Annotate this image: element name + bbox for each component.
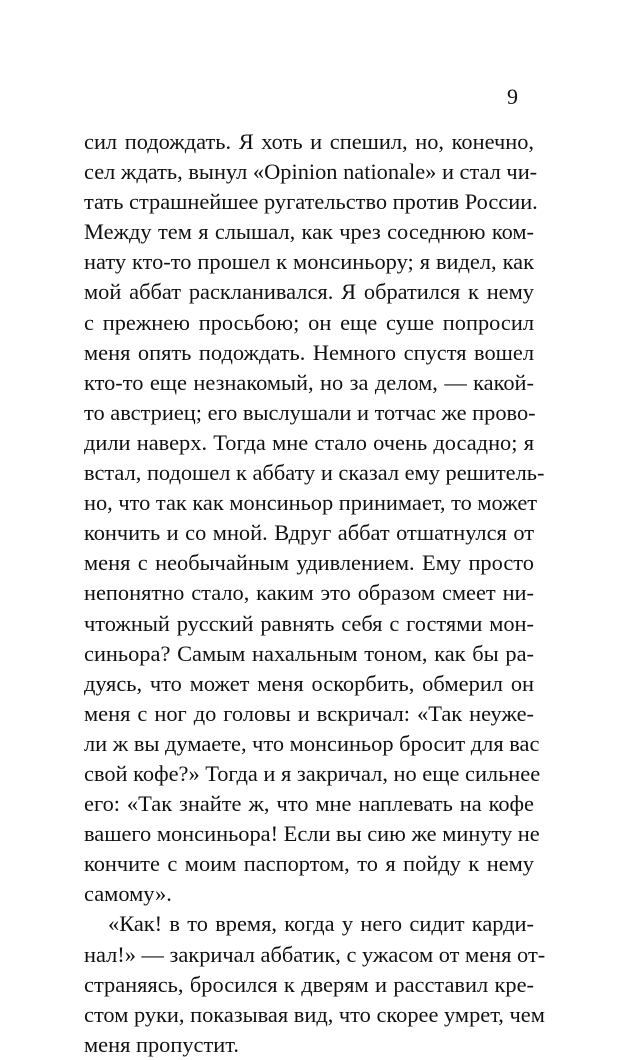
text-line: нату кто-то прошел к монсиньору; я видел, как xyxy=(84,249,534,275)
text-line: с прежнею просьбою; он еще суше попросил xyxy=(84,309,534,335)
text-line: чтожный русский равнять себя с гостями мон- xyxy=(84,610,534,636)
text-line: синьора? Самым нахальным тоном, как бы ра- xyxy=(84,640,534,666)
text-line: самому». xyxy=(84,881,172,907)
paragraph xyxy=(84,127,545,909)
text-line: дуясь, что может меня оскорбить, обмерил он xyxy=(84,670,534,696)
text-line: вашего монсиньора! Если вы сию же минуту не xyxy=(84,821,540,847)
text-line: меня пропустит. xyxy=(84,1031,239,1057)
text-line: тать страшнейшее ругательство против России. xyxy=(84,189,538,215)
text-line: меня опять подождать. Немного спустя вошел xyxy=(84,339,534,365)
text-line: «Как! в то время, когда у него сидит карди- xyxy=(108,911,534,937)
paragraph xyxy=(84,909,546,1059)
text-line: нал!» — закричал аббатик, с ужасом от меня от- xyxy=(84,941,546,967)
text-line: дили наверх. Тогда мне стало очень досадно; я xyxy=(84,429,534,455)
text-line: стом руки, показывая вид, что скорее умрет, чем xyxy=(84,1001,545,1027)
text-line: кончите с моим паспортом, то я пойду к нему xyxy=(84,851,534,877)
text-line: встал, подошел к аббату и сказал ему решитель- xyxy=(84,460,545,486)
text-line: непонятно стало, каким это образом смеет ни- xyxy=(84,580,534,606)
text-line: сил подождать. Я хоть и спешил, но, конечно, xyxy=(84,129,534,154)
text-line: кончить и со мной. Вдруг аббат отшатнулся от xyxy=(84,520,534,546)
text-line: меня с ног до головы и вскричал: «Так неуже- xyxy=(84,700,534,726)
text-line: Между тем я слышал, как чрез соседнюю ком- xyxy=(84,219,534,245)
text-line: мой аббат раскланивался. Я обратился к нему xyxy=(84,279,534,305)
text-line: то австриец; его выслушали и тотчас же прово- xyxy=(84,399,536,425)
text-line: страняясь, бросился к дверям и расставил кре- xyxy=(84,971,534,997)
body-text xyxy=(84,127,546,1060)
text-line: свой кофе?» Тогда и я закричал, но еще сильнее xyxy=(84,760,541,786)
text-line: но, что так как монсиньор принимает, то может xyxy=(84,490,538,516)
text-line: меня с необычайным удивлением. Ему просто xyxy=(84,550,534,576)
text-line: ли ж вы думаете, что монсиньор бросит для вас xyxy=(84,730,540,756)
page-number: 9 xyxy=(507,84,518,109)
text-line: сел ждать, вынул «Opinion nationale» и стал чи- xyxy=(84,159,538,185)
text-line: его: «Так знайте ж, что мне наплевать на кофе xyxy=(84,791,534,817)
text-line: кто-то еще незнакомый, но за делом, — какой- xyxy=(84,369,534,395)
